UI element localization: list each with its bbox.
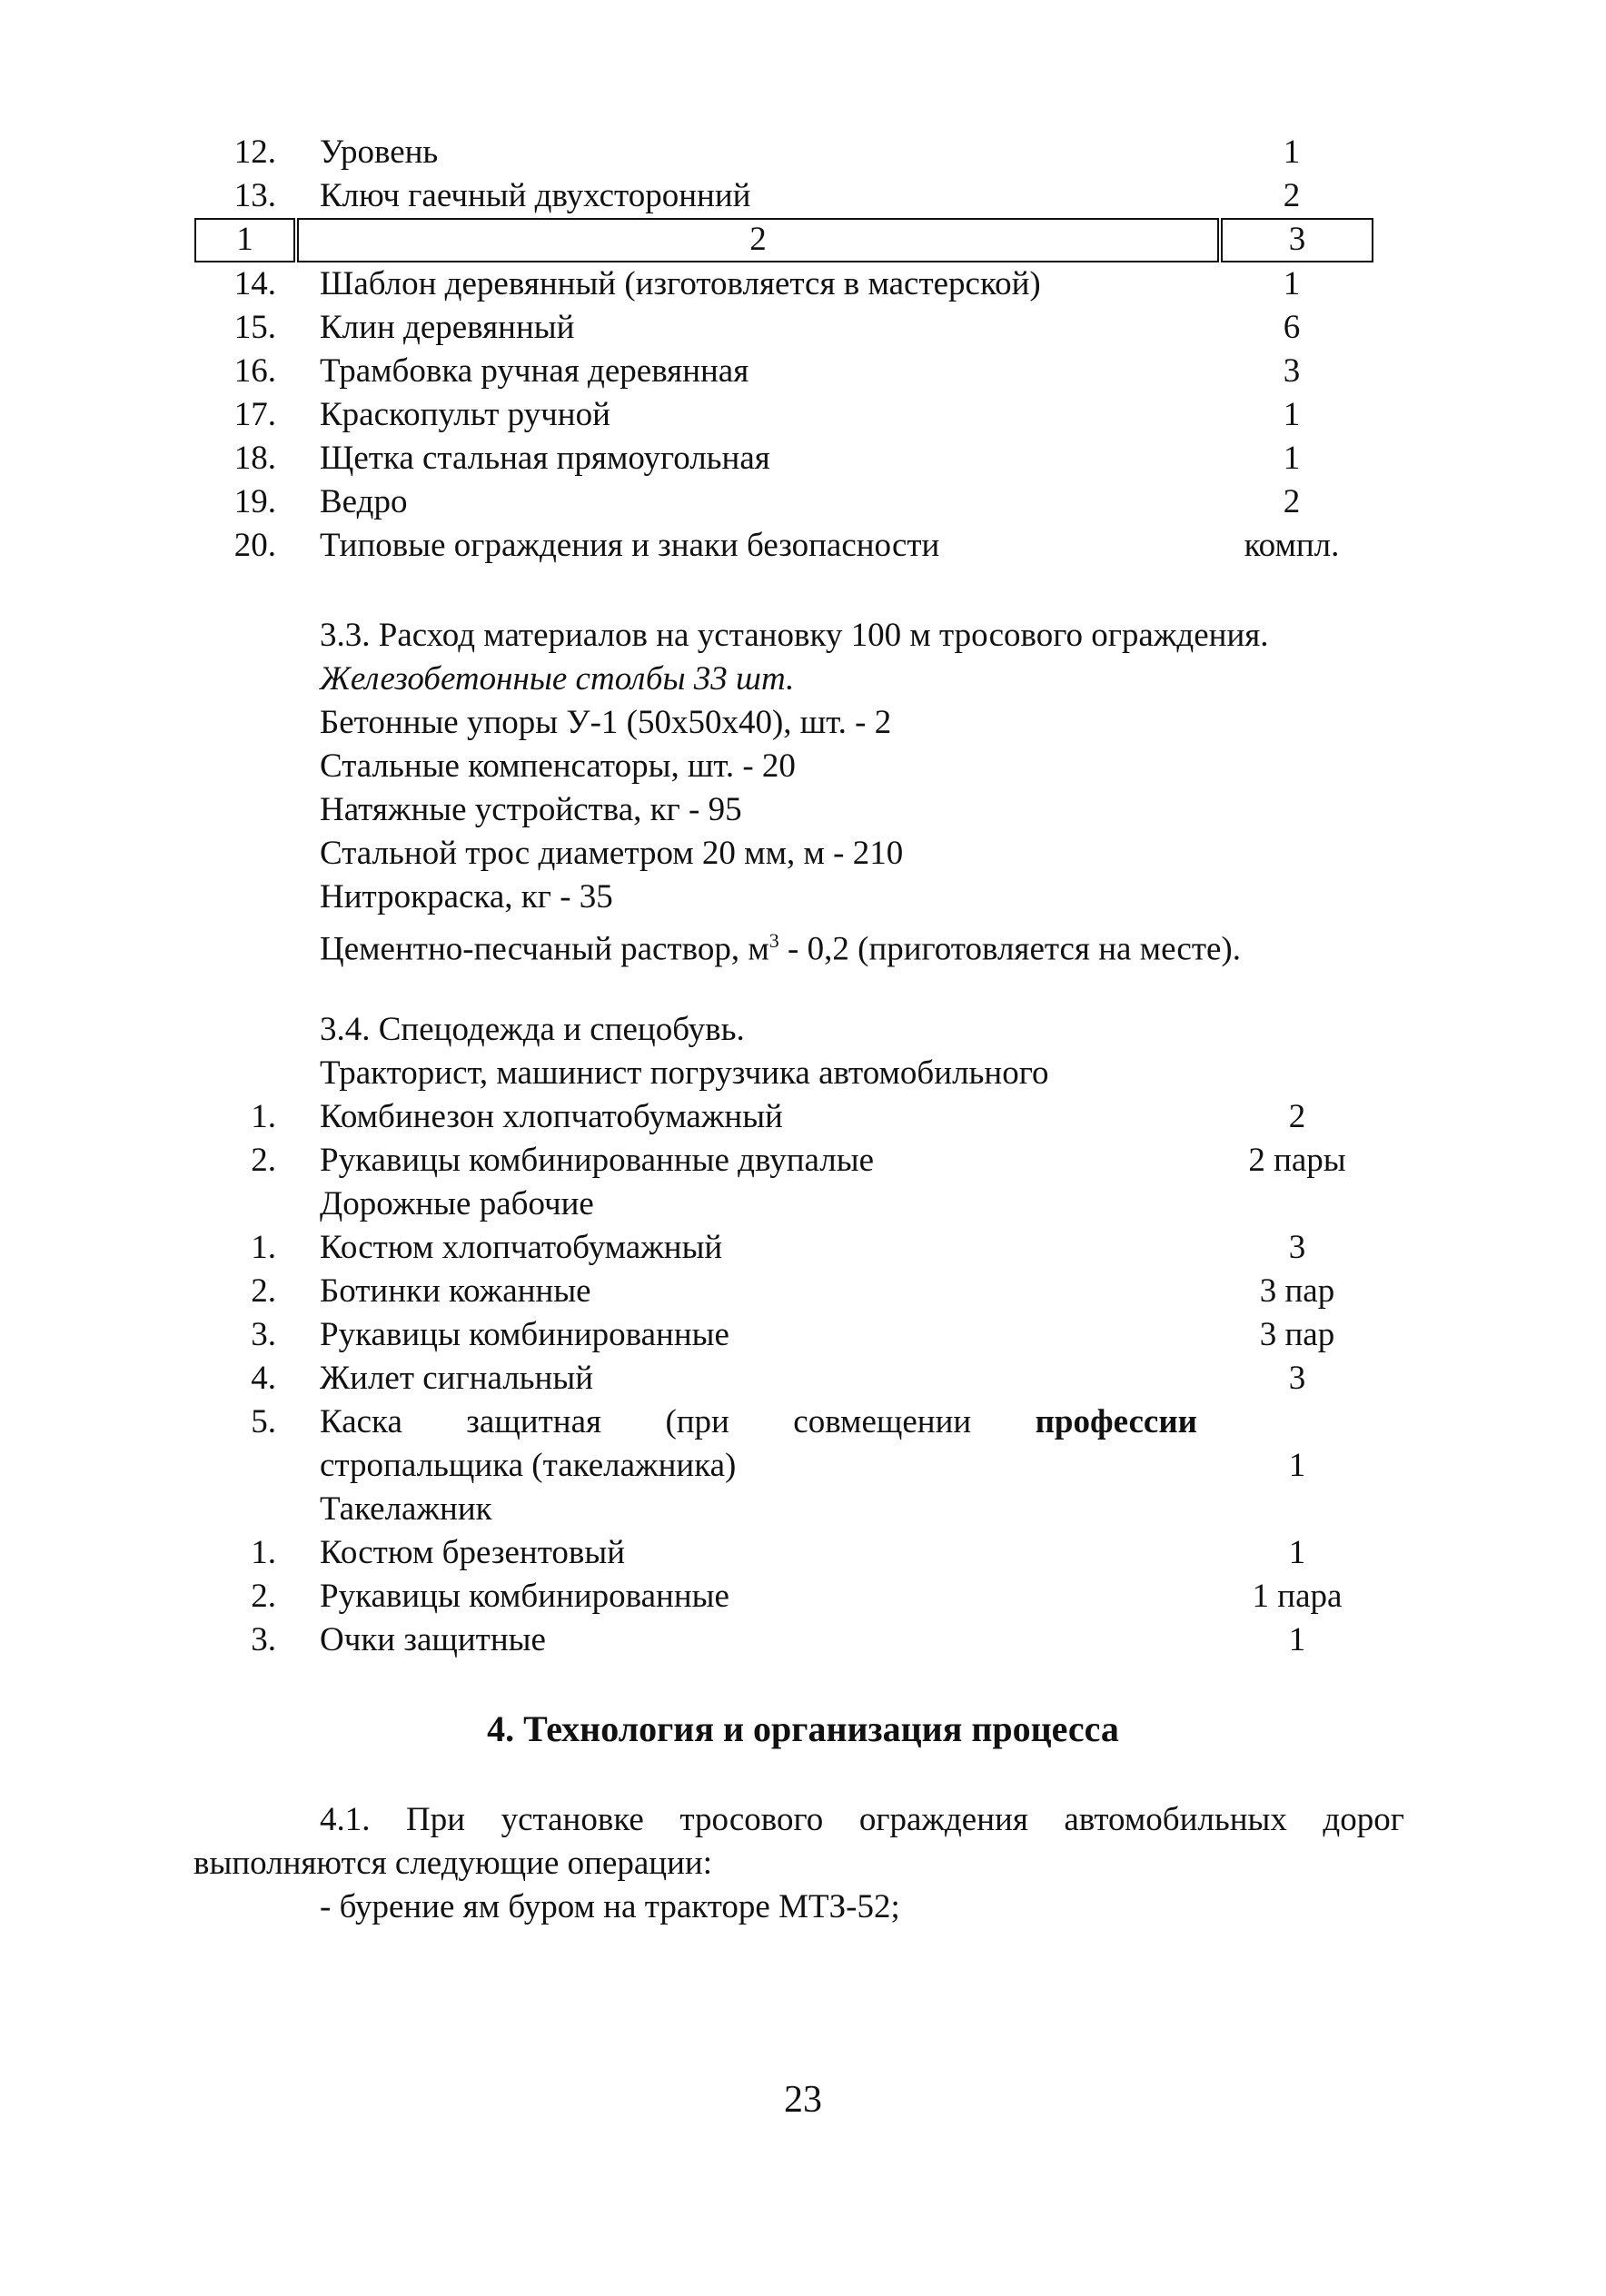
row-name: Костюм брезентовый xyxy=(320,1534,626,1571)
row-number: 18. xyxy=(233,440,276,477)
materials-mortar: Цементно-песчаный раствор, $м^3 - 0,2$ (приготовляется на месте). xyxy=(320,929,1242,968)
row-number: 4. xyxy=(251,1360,276,1397)
page-number: 23 xyxy=(784,2079,822,2121)
row-number: 2. xyxy=(251,1578,276,1615)
row-qty: 1 пара xyxy=(1252,1578,1343,1615)
row-qty: 3 пар xyxy=(1259,1272,1335,1310)
row-qty: 3 xyxy=(1288,1360,1306,1397)
row-number: 19. xyxy=(233,483,276,520)
row-qty: 1 xyxy=(1283,265,1301,302)
row-number: 1. xyxy=(251,1098,276,1135)
ppe-group-title: Тракторист, машинист погрузчика автомобильного xyxy=(320,1054,1049,1092)
row-number: 12. xyxy=(233,134,276,171)
row-number: 13. xyxy=(233,177,276,214)
row-name: Ведро xyxy=(320,483,408,520)
row-qty: 2 xyxy=(1283,483,1301,520)
ppe-group-title: Дорожные рабочие xyxy=(320,1185,594,1222)
row-name: Шаблон деревянный (изготовляется в мастерской) xyxy=(320,265,1041,302)
materials-item: Нитрокраска, кг - 35 xyxy=(320,878,613,915)
row-name: Ключ гаечный двухсторонний xyxy=(320,177,751,214)
row-qty: 2 xyxy=(1288,1098,1306,1135)
paragraph-4-1-line-2: выполняются следующие операции: xyxy=(193,1845,712,1882)
row-qty: 1 xyxy=(1288,1447,1306,1484)
row-number: 5. xyxy=(251,1403,276,1440)
row-number: 16. xyxy=(233,352,276,390)
row-qty: 6 xyxy=(1283,309,1301,346)
row-name: Рукавицы комбинированные xyxy=(320,1316,729,1353)
row-number: 2. xyxy=(251,1272,276,1310)
row-name: Комбинезон хлопчатобумажный xyxy=(320,1098,783,1135)
row-qty: 1 xyxy=(1288,1534,1306,1571)
row-name: Щетка стальная прямоугольная xyxy=(320,440,770,477)
row-number: 3. xyxy=(251,1316,276,1353)
materials-item: Бетонные упоры У-1 (50х50х40), шт. - 2 xyxy=(320,704,892,741)
row-qty: 2 xyxy=(1283,177,1301,214)
row-qty: 1 xyxy=(1283,134,1301,171)
helmet-line-2: стропальщика (такелажника) xyxy=(320,1447,737,1484)
row-name: Костюм хлопчатобумажный xyxy=(320,1229,723,1266)
helmet-line-1: Каска защитная (при совмещении профессии xyxy=(320,1403,1197,1440)
row-name: Рукавицы комбинированные xyxy=(320,1578,729,1615)
paragraph-4-1-line-1: 4.1. При установке тросового ограждения автомобильных дорог xyxy=(320,1801,1404,1838)
row-number: 14. xyxy=(233,265,276,302)
row-name: Трамбовка ручная деревянная xyxy=(320,352,749,390)
row-name: Клин деревянный xyxy=(320,309,575,346)
row-number: 3. xyxy=(251,1621,276,1658)
row-qty: 1 xyxy=(1288,1621,1306,1658)
row-name: Очки защитные xyxy=(320,1621,546,1658)
row-name: Жилет сигнальный xyxy=(320,1360,594,1397)
row-number: 2. xyxy=(251,1142,276,1179)
materials-item: Натяжные устройства, кг - 95 xyxy=(320,791,742,828)
row-number: 1. xyxy=(251,1534,276,1571)
ppe-group-title: Такелажник xyxy=(320,1490,492,1528)
materials-title: 3.3. Расход материалов на установку 100 м тросового ограждения. xyxy=(320,617,1269,654)
row-number: 1. xyxy=(251,1229,276,1266)
row-qty: 2 пары xyxy=(1248,1142,1346,1179)
row-name: Краскопульт ручной xyxy=(320,396,610,433)
ppe-title: 3.4. Спецодежда и спецобувь. xyxy=(320,1011,745,1048)
row-qty: 3 xyxy=(1283,352,1301,390)
table-header-cell-2: 2 xyxy=(297,218,1219,262)
table-header-cell-3: 3 xyxy=(1221,218,1373,262)
materials-item: Стальной трос диаметром 20 мм, м - 210 xyxy=(320,835,904,872)
row-name: Типовые ограждения и знаки безопасности xyxy=(320,527,940,564)
materials-posts: Железобетонные столбы 33 шт. xyxy=(320,660,795,698)
row-qty: 3 xyxy=(1288,1229,1306,1266)
section-heading: 4. Технология и организация процесса xyxy=(487,1708,1119,1749)
table-header-cell-1: 1 xyxy=(194,218,295,262)
row-qty: компл. xyxy=(1244,527,1340,564)
row-name: Рукавицы комбинированные двупалые xyxy=(320,1142,874,1179)
row-name: Уровень xyxy=(320,134,439,171)
row-number: 17. xyxy=(233,396,276,433)
row-qty: 1 xyxy=(1283,440,1301,477)
row-qty: 1 xyxy=(1283,396,1301,433)
row-number: 20. xyxy=(233,527,276,564)
row-number: 15. xyxy=(233,309,276,346)
row-qty: 3 пар xyxy=(1259,1316,1335,1353)
bullet-item: - бурение ям буром на тракторе МТЗ-52; xyxy=(320,1888,900,1925)
materials-item: Стальные компенсаторы, шт. - 20 xyxy=(320,747,796,785)
row-name: Ботинки кожанные xyxy=(320,1272,591,1310)
